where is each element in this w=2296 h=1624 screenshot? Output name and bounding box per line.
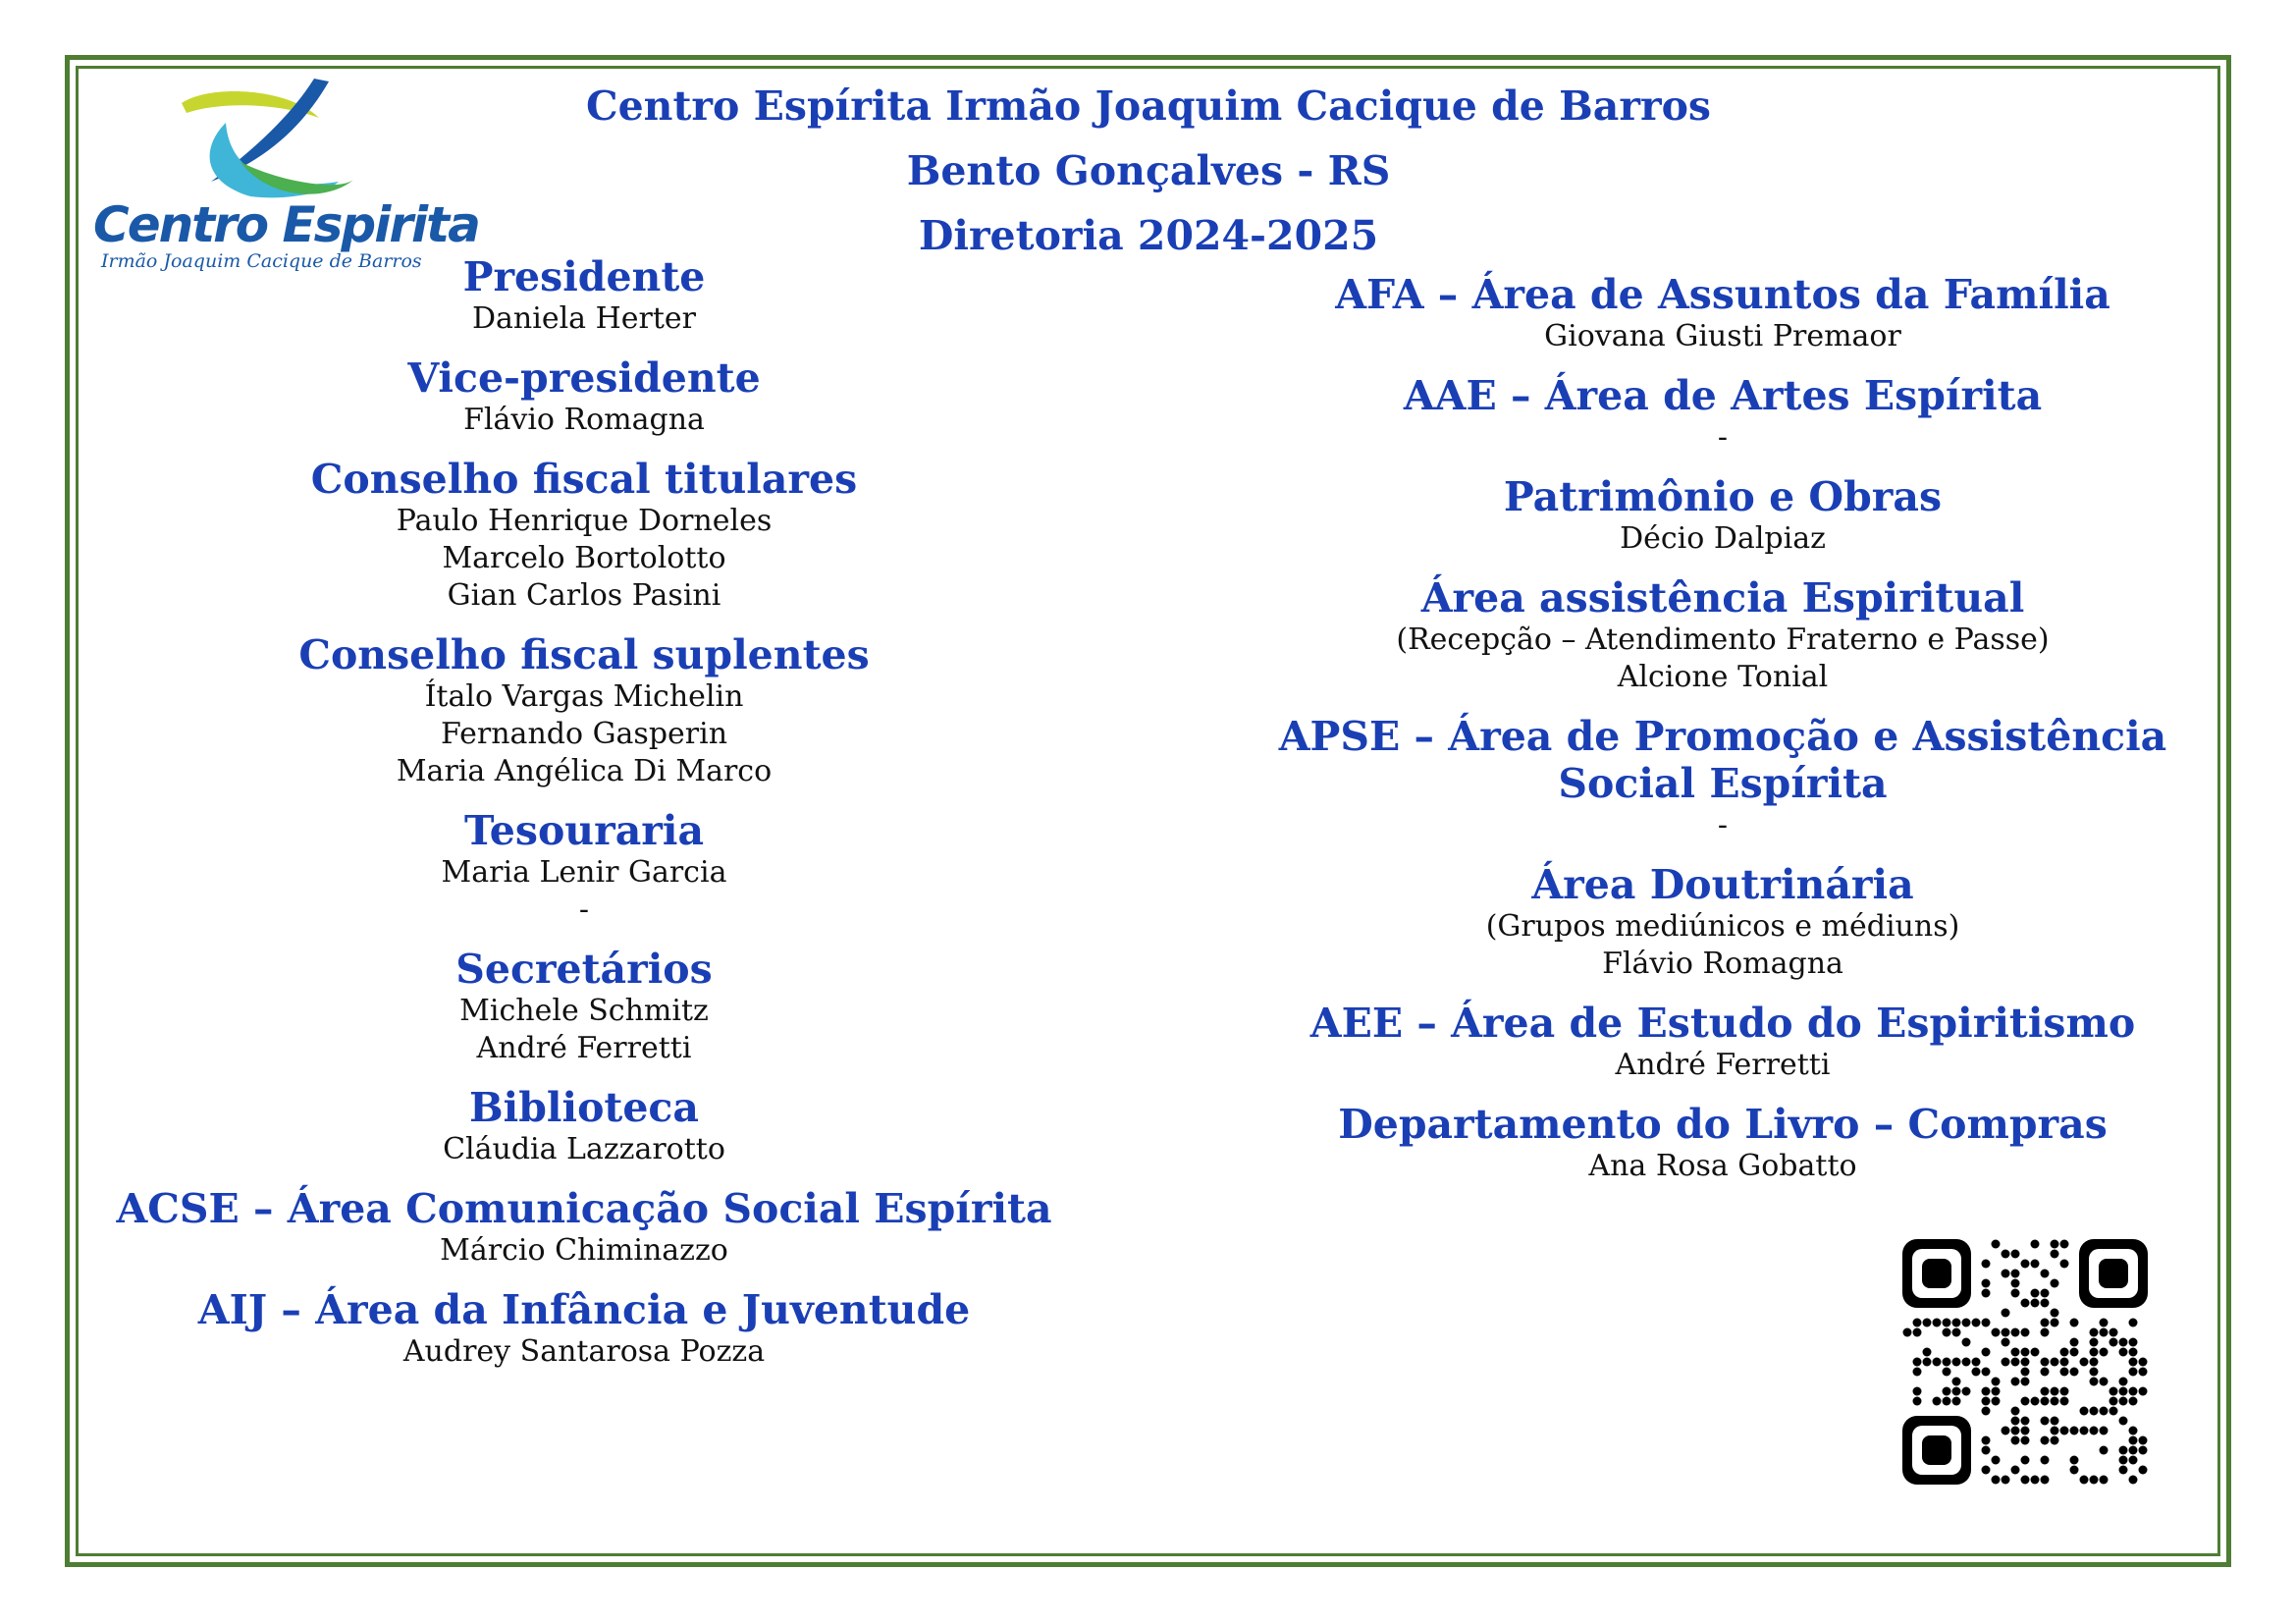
section-member: Michele Schmitz — [459, 994, 709, 1028]
section-title: AFA – Área de Assuntos da Família — [1335, 271, 2110, 318]
section-member: Flávio Romagna — [463, 403, 705, 437]
section-title: AEE – Área de Estudo do Espiritismo — [1309, 1000, 2136, 1047]
section-member: Marcelo Bortolotto — [442, 541, 726, 575]
logo-tagline: Irmão Joaquim Cacique de Barros — [101, 250, 422, 272]
section-member: Cláudia Lazzarotto — [443, 1132, 725, 1166]
logo-name: Centro Espirita — [93, 196, 479, 253]
section-member: Márcio Chiminazzo — [440, 1233, 728, 1268]
section-title: Área Doutrinária — [1531, 861, 1914, 908]
section-title: Conselho fiscal suplentes — [298, 631, 870, 678]
board-section — [1207, 574, 2238, 696]
board-section — [79, 456, 1090, 615]
board-section — [79, 631, 1090, 790]
section-member: Daniela Herter — [471, 301, 697, 336]
board-section — [1207, 1000, 2238, 1084]
board-section — [1207, 271, 2238, 355]
section-member: Audrey Santarosa Pozza — [402, 1334, 766, 1369]
board-section — [79, 1084, 1090, 1168]
section-member: André Ferretti — [1615, 1048, 1831, 1082]
board-section — [1207, 713, 2238, 844]
institution-name: Centro Espírita Irmão Joaquim Cacique de Barros — [585, 82, 1712, 130]
board-section — [79, 1286, 1090, 1371]
board-section — [1207, 473, 2238, 558]
section-member: Alcione Tonial — [1617, 660, 1829, 694]
board-section — [79, 253, 1090, 338]
board-section — [79, 1185, 1090, 1270]
section-member: (Grupos mediúnicos e médiuns) — [1485, 909, 1960, 944]
board-section — [79, 807, 1090, 929]
section-member: Fernando Gasperin — [440, 717, 728, 751]
section-member: Giovana Giusti Premaor — [1544, 319, 1901, 353]
board-section — [79, 354, 1090, 439]
section-title: Tesouraria — [463, 807, 705, 854]
section-member: André Ferretti — [476, 1031, 692, 1065]
section-member: Paulo Henrique Dorneles — [396, 504, 773, 538]
section-title: Presidente — [462, 253, 706, 300]
qr-code — [1902, 1239, 2148, 1485]
centro-espirita-logo — [93, 74, 479, 280]
section-member: Ana Rosa Gobatto — [1588, 1149, 1857, 1183]
section-member: - — [1717, 808, 1729, 842]
section-member: Ítalo Vargas Michelin — [424, 679, 744, 714]
section-member: Décio Dalpiaz — [1620, 521, 1826, 556]
board-section — [79, 946, 1090, 1067]
section-title: AAE – Área de Artes Espírita — [1403, 372, 2043, 419]
section-title: Secretários — [455, 946, 713, 993]
section-title: APSE – Área de Promoção e Assistência Social Espírita — [1278, 713, 2167, 807]
section-title: Área assistência Espiritual — [1420, 574, 2025, 622]
section-title: Biblioteca — [469, 1084, 699, 1131]
section-title: Departamento do Livro – Compras — [1338, 1101, 2108, 1148]
board-section — [1207, 861, 2238, 983]
logo-swoosh-icon — [93, 74, 417, 201]
section-title: AIJ – Área da Infância e Juventude — [197, 1286, 971, 1333]
board-section — [1207, 372, 2238, 457]
left-column — [79, 253, 1090, 1387]
section-member: - — [1717, 420, 1729, 455]
section-member: (Recepção – Atendimento Fraterno e Passe) — [1396, 623, 2050, 657]
section-member: Gian Carlos Pasini — [447, 578, 721, 613]
section-title: Patrimônio e Obras — [1503, 473, 1943, 520]
section-member: Maria Lenir Garcia — [441, 855, 727, 890]
board-section — [1207, 1101, 2238, 1185]
institution-city: Bento Gonçalves - RS — [906, 147, 1391, 194]
section-member: Flávio Romagna — [1602, 947, 1843, 981]
section-member: - — [578, 893, 590, 927]
section-member: Maria Angélica Di Marco — [396, 754, 773, 788]
board-term: Diretoria 2024-2025 — [918, 212, 1379, 259]
document-header — [471, 74, 1826, 268]
section-title: Conselho fiscal titulares — [310, 456, 858, 503]
right-column — [1207, 271, 2238, 1202]
section-title: Vice-presidente — [407, 354, 761, 402]
section-title: ACSE – Área Comunicação Social Espírita — [116, 1185, 1052, 1232]
